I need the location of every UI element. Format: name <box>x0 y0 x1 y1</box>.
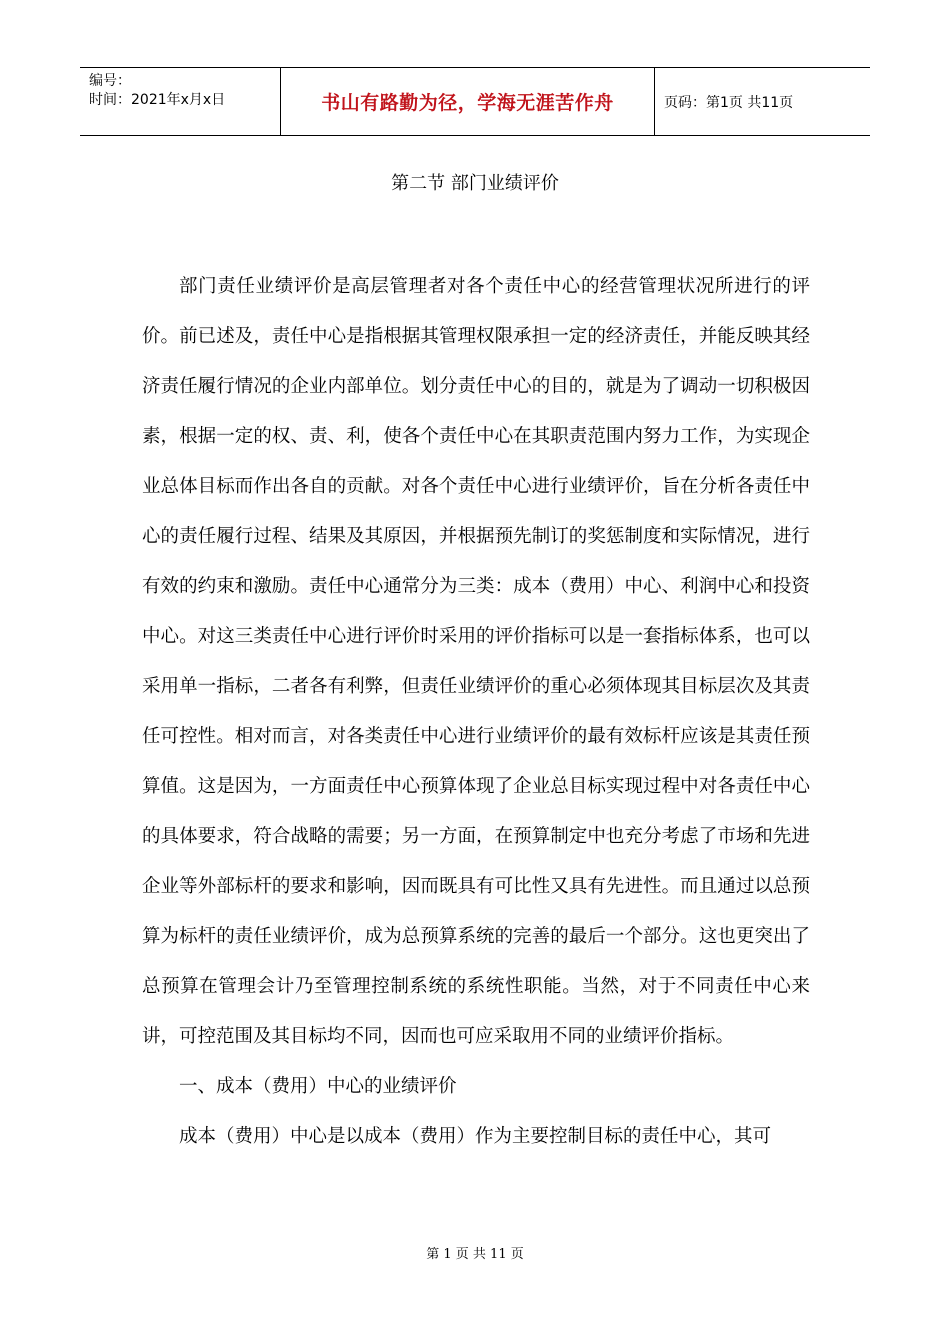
page-footer: 第 1 页 共 11 页 <box>426 1247 524 1262</box>
document-header <box>80 67 870 136</box>
header-date: 时间：2021年x月x日 <box>89 92 226 108</box>
subsection-heading: 一、成本（费用）中心的业绩评价 <box>179 1076 457 1097</box>
header-motto: 书山有路勤为径，学海无涯苦作舟 <box>281 68 655 135</box>
body-paragraph: 部门责任业绩评价是高层管理者对各个责任中心的经营管理状况所进行的评价。前已述及，责任中心是指根据其管理权限承担一定的经济责任，并能反映其经济责任履行情况的企业内部单位。划分责任中心的目的，就是为了调动一切积极因素，根据一定的权、责、利，使各个责任中心在其职责范围内努力工作，为实现企业总体目标而作出各自的贡献。对各个责任中心进行业绩评价，旨在分析各责任中心的责任履行过程、结果及其原因，并根据预先制订的奖惩制度和实际情况，进行有效的约束和激励。责任中心通常分为三类：成本（费用）中心、利润中心和投资中心。对这三类责任中心进行评价时采用的评价指标可以是一套指标体系，也可以采用单一指标，二者各有利弊，但责任业绩评价的重心必须体现其目标层次及其责任可控性。相对而言，对各类责任中心进行业绩评价的最有效标杆应该是其责任预算值。这是因为，一方面责任中心预算体现了企业总目标实现过程中对各责任中心的具体要求，符合战略的需要；另一方面，在预算制定中也充分考虑了市场和先进企业等外部标杆的要求和影响，因而既具有可比性又具有先进性。而且通过以总预算为标杆的责任业绩评价，成为总预算系统的完善的最后一个部分。这也更突出了总预算在管理会计乃至管理控制系统的系统性职能。当然，对于不同责任中心来讲，可控范围及其目标均不同，因而也可应采取用不同的业绩评价指标。 <box>142 276 810 1047</box>
body-paragraph: 成本（费用）中心是以成本（费用）作为主要控制目标的责任中心，其可 <box>179 1126 772 1147</box>
header-number-label: 编号： <box>89 73 131 89</box>
document-body <box>142 262 810 1162</box>
header-meta <box>80 68 281 135</box>
section-title: 第二节 部门业绩评价 <box>391 173 559 194</box>
header-page-info: 页码：第1页 共11页 <box>664 94 794 111</box>
